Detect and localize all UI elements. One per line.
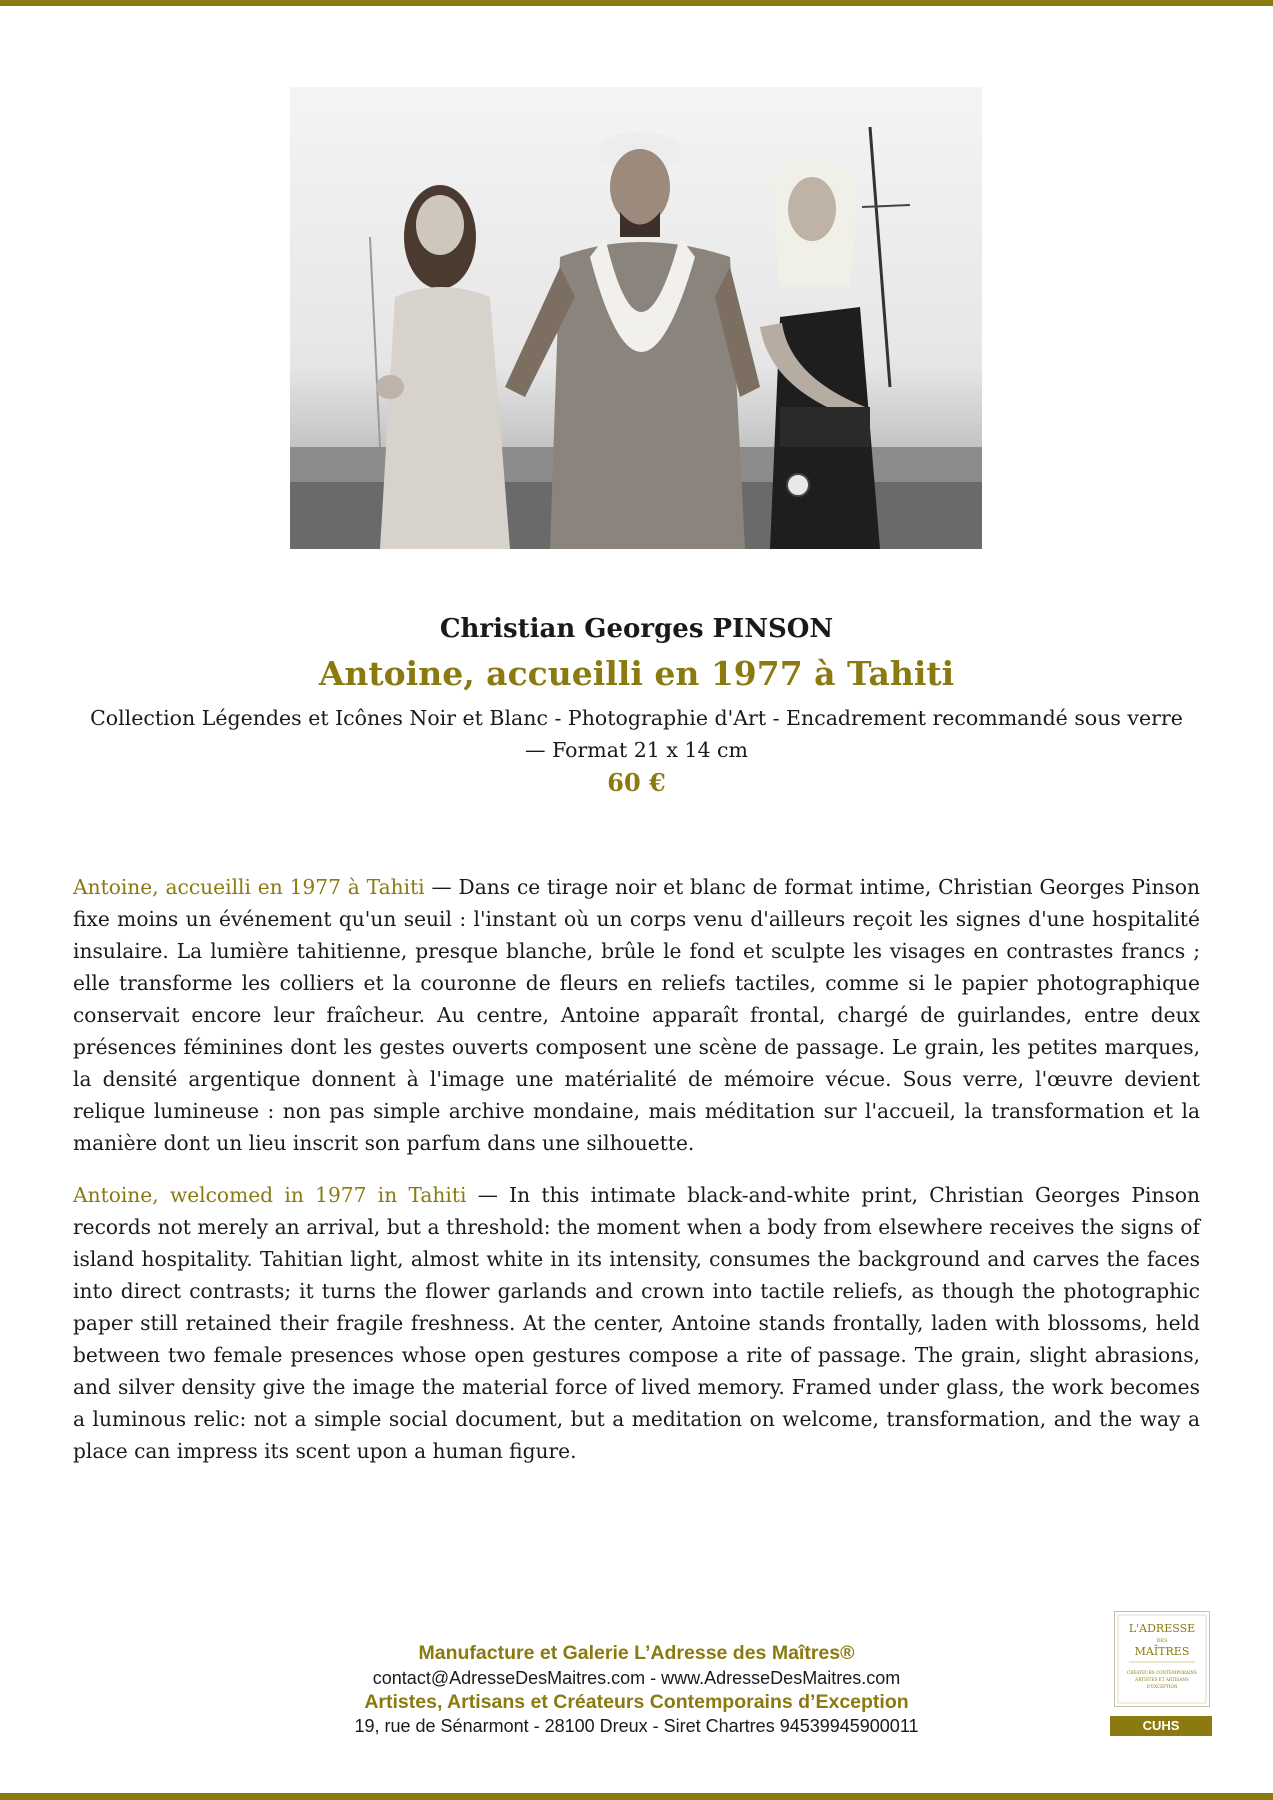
photo-icon (290, 87, 982, 549)
description-english (73, 1179, 1200, 1467)
description-french-lead: Antoine, accueilli en 1977 à Tahiti (73, 875, 425, 899)
artist-name: Christian Georges PINSON (439, 614, 834, 644)
bottom-border-rule (0, 1793, 1273, 1800)
footer-contact: contact@AdresseDesMaitres.com - www.AdresseDesMaitres.com (372, 1668, 901, 1688)
seal-line-6: D'EXCEPTION (1146, 1684, 1178, 1689)
top-border-rule (0, 0, 1273, 6)
artwork-price: 60 € (607, 768, 666, 797)
footer-company: Manufacture et Galerie L’Adresse des Maîtres® (418, 1642, 855, 1664)
seal-line-1: L'ADRESSE (1128, 1622, 1196, 1635)
footer-address: 19, rue de Sénarmont - 28100 Dreux - Siret Chartres 94539945900011 (354, 1716, 919, 1736)
description-french (73, 871, 1200, 1159)
description-french-text: — Dans ce tirage noir et blanc de format intime, Christian Georges Pinson fixe moins un événement qu'un seuil : l'instant où un corps venu d'ailleurs reçoit les signes d'une hospitalité insulaire. La lumière tahitienne, presque blanche, brûle le fond et sculpte les visages en contrastes francs ; elle transforme les colliers et la couronne de fleurs en reliefs tactiles, comme si le papier photographique conservait encore leur fraîcheur. Au centre, Antoine apparaît frontal, chargé de guirlandes, entre deux présences féminines dont les gestes ouverts composent une scène de passage. Le grain, les petites marques, la densité argentique donnent à l'image une matérialité de mémoire vécue. Sous verre, l'œuvre devient relique lumineuse : non pas simple archive mondaine, mais méditation sur l'accueil, la transformation et la manière dont un lieu inscrit son parfum dans une silhouette. (73, 875, 1200, 1155)
description-english-text: — In this intimate black-and-white print, Christian Georges Pinson records not merely an arrival, but a threshold: the moment when a body from elsewhere receives the signs of island hospitality. Tahitian light, almost white in its intensity, consumes the background and carves the faces into direct contrasts; it turns the flower garlands and crown into tactile reliefs, as though the photographic paper still retained their fragile freshness. At the center, Antoine stands frontally, laden with blossoms, held between two female presences whose open gestures compose a rite of passage. The grain, slight abrasions, and silver density give the image the material force of lived memory. Framed under glass, the work becomes a luminous relic: not a simple social document, but a meditation on welcome, transformation, and the way a place can impress its scent upon a human figure. (73, 1183, 1200, 1463)
seal-line-2: DES (1156, 1638, 1168, 1644)
artwork-title: Antoine, accueilli en 1977 à Tahiti (318, 654, 955, 693)
description-english-lead: Antoine, welcomed in 1977 in Tahiti (73, 1183, 467, 1207)
artwork-subtitle: Collection Légendes et Icônes Noir et Blanc - Photographie d'Art - Encadrement recommandé sous verre — Format 21 x 14 cm (90, 706, 1183, 762)
seal-line-5: ARTISTES ET ARTISANS (1135, 1677, 1189, 1682)
gallery-seal-logo (1114, 1611, 1210, 1707)
footer-tagline: Artistes, Artisans et Créateurs Contemporains d’Exception (364, 1691, 909, 1713)
seal-line-3: MAÎTRES (1134, 1645, 1190, 1658)
photograph (290, 87, 982, 549)
seal-badge: CUHS (1110, 1716, 1212, 1736)
seal-line-4: CRÉATEURS CONTEMPORAINS (1127, 1670, 1197, 1675)
